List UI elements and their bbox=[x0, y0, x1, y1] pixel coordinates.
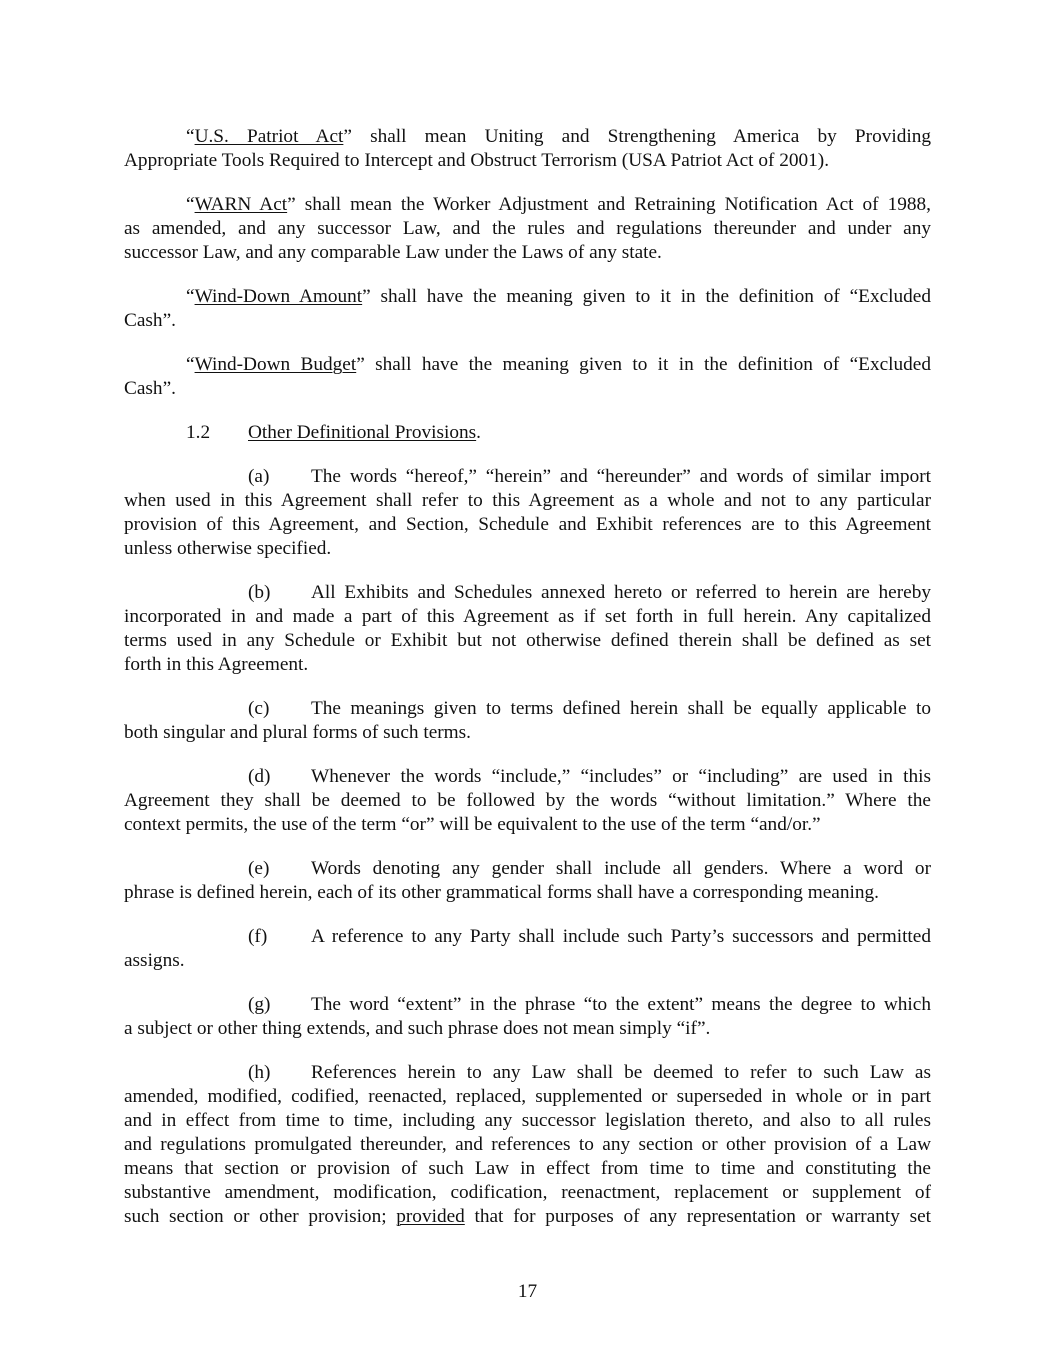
text-segment: incorporated in and made a part of this Agreement as if set forth in full herein. Any capitalized bbox=[124, 606, 931, 627]
text-segment: ” shall mean Uniting and Strengthening America by Providing bbox=[343, 126, 931, 147]
defined-term: Other Definitional Provisions bbox=[248, 422, 477, 443]
text-segment: Words denoting any gender shall include all genders. Where a word or bbox=[311, 858, 931, 879]
defined-term: WARN Act bbox=[194, 194, 288, 215]
text-segment: “ bbox=[186, 126, 195, 147]
text-segment: A reference to any Party shall include such Party’s successors and permitted bbox=[311, 926, 931, 947]
text-line bbox=[124, 581, 931, 605]
text-segment: The word “extent” in the phrase “to the extent” means the degree to which bbox=[311, 994, 931, 1015]
section-label: (g) bbox=[248, 994, 271, 1015]
text-segment: that for purposes of any representation or warranty set bbox=[464, 1206, 931, 1227]
subsection-paragraph bbox=[124, 581, 931, 677]
text-line bbox=[124, 241, 931, 265]
text-line bbox=[124, 1085, 931, 1109]
text-line bbox=[124, 629, 931, 653]
text-segment: unless otherwise specified. bbox=[124, 538, 332, 559]
text-segment: and in effect from time to time, including any successor legislation thereto, and also to all rules bbox=[124, 1110, 931, 1131]
text-segment: such section or other provision; bbox=[124, 1206, 397, 1227]
text-segment: The words “hereof,” “herein” and “hereunder” and words of similar import bbox=[311, 466, 931, 487]
text-line bbox=[124, 285, 931, 309]
text-segment: context permits, the use of the term “or” will be equivalent to the use of the term “and/or.” bbox=[124, 814, 821, 835]
text-segment: Cash”. bbox=[124, 310, 176, 331]
text-line bbox=[124, 125, 931, 149]
text-segment: Appropriate Tools Required to Intercept and Obstruct Terrorism (USA Patriot Act of 2001). bbox=[124, 150, 830, 171]
subsection-paragraph bbox=[124, 925, 931, 973]
text-segment: successor Law, and any comparable Law under the Laws of any state. bbox=[124, 242, 662, 263]
text-segment: . bbox=[476, 422, 481, 443]
text-line bbox=[124, 697, 931, 721]
text-segment: Agreement they shall be deemed to be followed by the words “without limitation.” Where the bbox=[124, 790, 931, 811]
text-segment: forth in this Agreement. bbox=[124, 654, 309, 675]
definition-paragraph bbox=[124, 353, 931, 401]
text-segment: both singular and plural forms of such terms. bbox=[124, 722, 471, 743]
text-segment: “ bbox=[186, 194, 195, 215]
text-segment: “ bbox=[186, 286, 195, 307]
text-segment: Whenever the words “include,” “includes” or “including” are used in this bbox=[311, 766, 931, 787]
text-line bbox=[124, 353, 931, 377]
text-line bbox=[124, 721, 931, 745]
text-line bbox=[124, 925, 931, 949]
text-line bbox=[124, 421, 931, 445]
text-segment: when used in this Agreement shall refer to this Agreement as a whole and not to any particular bbox=[124, 490, 931, 511]
text-line bbox=[124, 465, 931, 489]
text-segment: All Exhibits and Schedules annexed hereto or referred to herein are hereby bbox=[311, 582, 931, 603]
text-line bbox=[124, 1157, 931, 1181]
page-number: 17 bbox=[517, 1281, 538, 1302]
heading-paragraph bbox=[124, 421, 931, 445]
text-segment: phrase is defined herein, each of its other grammatical forms shall have a corresponding meaning. bbox=[124, 882, 879, 903]
text-line bbox=[124, 377, 931, 401]
text-segment: terms used in any Schedule or Exhibit but not otherwise defined therein shall be defined as set bbox=[124, 630, 931, 651]
section-label: 1.2 bbox=[186, 422, 211, 443]
text-line bbox=[124, 193, 931, 217]
definition-paragraph bbox=[124, 193, 931, 265]
document-body bbox=[124, 125, 931, 1249]
text-line bbox=[124, 1061, 931, 1085]
subsection-paragraph bbox=[124, 697, 931, 745]
section-label: (h) bbox=[248, 1062, 271, 1083]
section-label: (b) bbox=[248, 582, 271, 603]
text-line bbox=[124, 605, 931, 629]
section-label: (e) bbox=[248, 858, 270, 879]
text-line bbox=[124, 537, 931, 561]
section-label: (c) bbox=[248, 698, 270, 719]
text-line bbox=[124, 765, 931, 789]
text-line bbox=[124, 813, 931, 837]
text-segment: a subject or other thing extends, and such phrase does not mean simply “if”. bbox=[124, 1018, 711, 1039]
text-segment: “ bbox=[186, 354, 195, 375]
text-segment: substantive amendment, modification, codification, reenactment, replacement or supplement of bbox=[124, 1182, 931, 1203]
text-line bbox=[124, 949, 931, 973]
subsection-paragraph bbox=[124, 993, 931, 1041]
text-line bbox=[124, 789, 931, 813]
text-segment: means that section or provision of such Law in effect from time to time and constituting the bbox=[124, 1158, 931, 1179]
section-label: (a) bbox=[248, 466, 270, 487]
text-line bbox=[124, 513, 931, 537]
text-line bbox=[124, 993, 931, 1017]
defined-term: Wind-Down Budget bbox=[194, 354, 357, 375]
text-line bbox=[124, 857, 931, 881]
section-label: (f) bbox=[248, 926, 268, 947]
text-segment: The meanings given to terms defined herein shall be equally applicable to bbox=[311, 698, 931, 719]
text-segment: ” shall mean the Worker Adjustment and Retraining Notification Act of 1988, bbox=[287, 194, 931, 215]
section-label: (d) bbox=[248, 766, 271, 787]
defined-term: U.S. Patriot Act bbox=[194, 126, 344, 147]
text-segment: ” shall have the meaning given to it in the definition of “Excluded bbox=[356, 354, 931, 375]
text-segment: Cash”. bbox=[124, 378, 176, 399]
definition-paragraph bbox=[124, 285, 931, 333]
text-line bbox=[124, 1017, 931, 1041]
subsection-paragraph bbox=[124, 765, 931, 837]
text-segment: provision of this Agreement, and Section, Schedule and Exhibit references are to this Agreement bbox=[124, 514, 931, 535]
defined-term: provided bbox=[396, 1206, 465, 1227]
text-line bbox=[124, 653, 931, 677]
text-line bbox=[124, 217, 931, 241]
subsection-paragraph bbox=[124, 857, 931, 905]
text-segment: ” shall have the meaning given to it in the definition of “Excluded bbox=[362, 286, 931, 307]
text-segment: and regulations promulgated thereunder, and references to any section or other provision of a Law bbox=[124, 1134, 931, 1155]
subsection-paragraph bbox=[124, 1061, 931, 1229]
text-line bbox=[124, 149, 931, 173]
text-segment: References herein to any Law shall be deemed to refer to such Law as bbox=[311, 1062, 931, 1083]
text-line bbox=[124, 1181, 931, 1205]
subsection-paragraph bbox=[124, 465, 931, 561]
text-line bbox=[124, 1109, 931, 1133]
definition-paragraph bbox=[124, 125, 931, 173]
defined-term: Wind-Down Amount bbox=[194, 286, 363, 307]
text-segment: amended, modified, codified, reenacted, replaced, supplemented or superseded in whole or in part bbox=[124, 1086, 931, 1107]
text-line bbox=[124, 881, 931, 905]
text-line bbox=[124, 309, 931, 333]
text-line bbox=[124, 489, 931, 513]
text-line bbox=[124, 1133, 931, 1157]
text-segment: assigns. bbox=[124, 950, 185, 971]
text-segment: as amended, and any successor Law, and the rules and regulations thereunder and under any bbox=[124, 218, 931, 239]
text-line bbox=[124, 1205, 931, 1229]
